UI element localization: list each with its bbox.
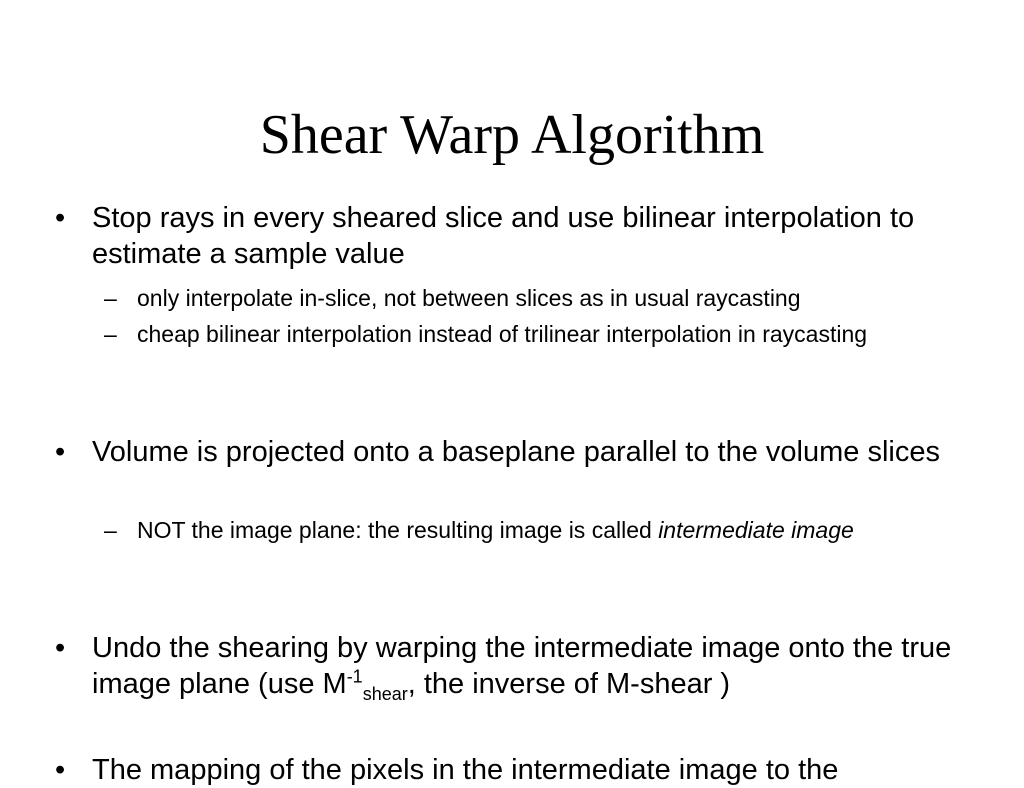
bullet-glyph: • [55, 632, 66, 664]
sub-bullet-item [104, 515, 984, 545]
emphasis-text: intermediate image [658, 517, 854, 543]
sub-bullet-text [137, 515, 984, 545]
bullet-item [55, 434, 1005, 470]
dash-glyph: – [104, 321, 117, 347]
bullet-text-suffix: , the inverse of M-shear ) [407, 668, 731, 700]
superscript: -1 [346, 666, 363, 687]
dash-glyph: – [104, 285, 117, 311]
bullet-glyph: • [55, 754, 66, 786]
dash-glyph: – [104, 517, 117, 543]
bullet-item [55, 630, 1005, 702]
slide-title: Shear Warp Algorithm [259, 104, 765, 166]
sub-bullet-text: only interpolate in-slice, not between slices as in usual raycasting [137, 285, 801, 311]
bullet-text-prefix: Undo the shearing by warping the intermediate image onto the true image plane (use M [92, 632, 952, 700]
subscript: shear [362, 683, 408, 704]
bullet-text [92, 630, 1005, 702]
bullet-item [55, 752, 1005, 788]
bullet-text: Stop rays in every sheared slice and use bilinear interpolation to estimate a sample value [92, 202, 915, 270]
sub-bullet-item [104, 283, 984, 313]
bullet-text: Volume is projected onto a baseplane parallel to the volume slices [92, 436, 940, 468]
bullet-item [55, 200, 1005, 272]
bullet-glyph: • [55, 436, 66, 468]
sub-bullet-item [104, 319, 984, 349]
sub-bullet-prefix: NOT the image plane: the resulting image is called [137, 517, 659, 543]
bullet-text: The mapping of the pixels in the intermediate image to the [92, 754, 839, 786]
bullet-glyph: • [55, 202, 66, 234]
sub-bullet-text: cheap bilinear interpolation instead of trilinear interpolation in raycasting [137, 321, 868, 347]
